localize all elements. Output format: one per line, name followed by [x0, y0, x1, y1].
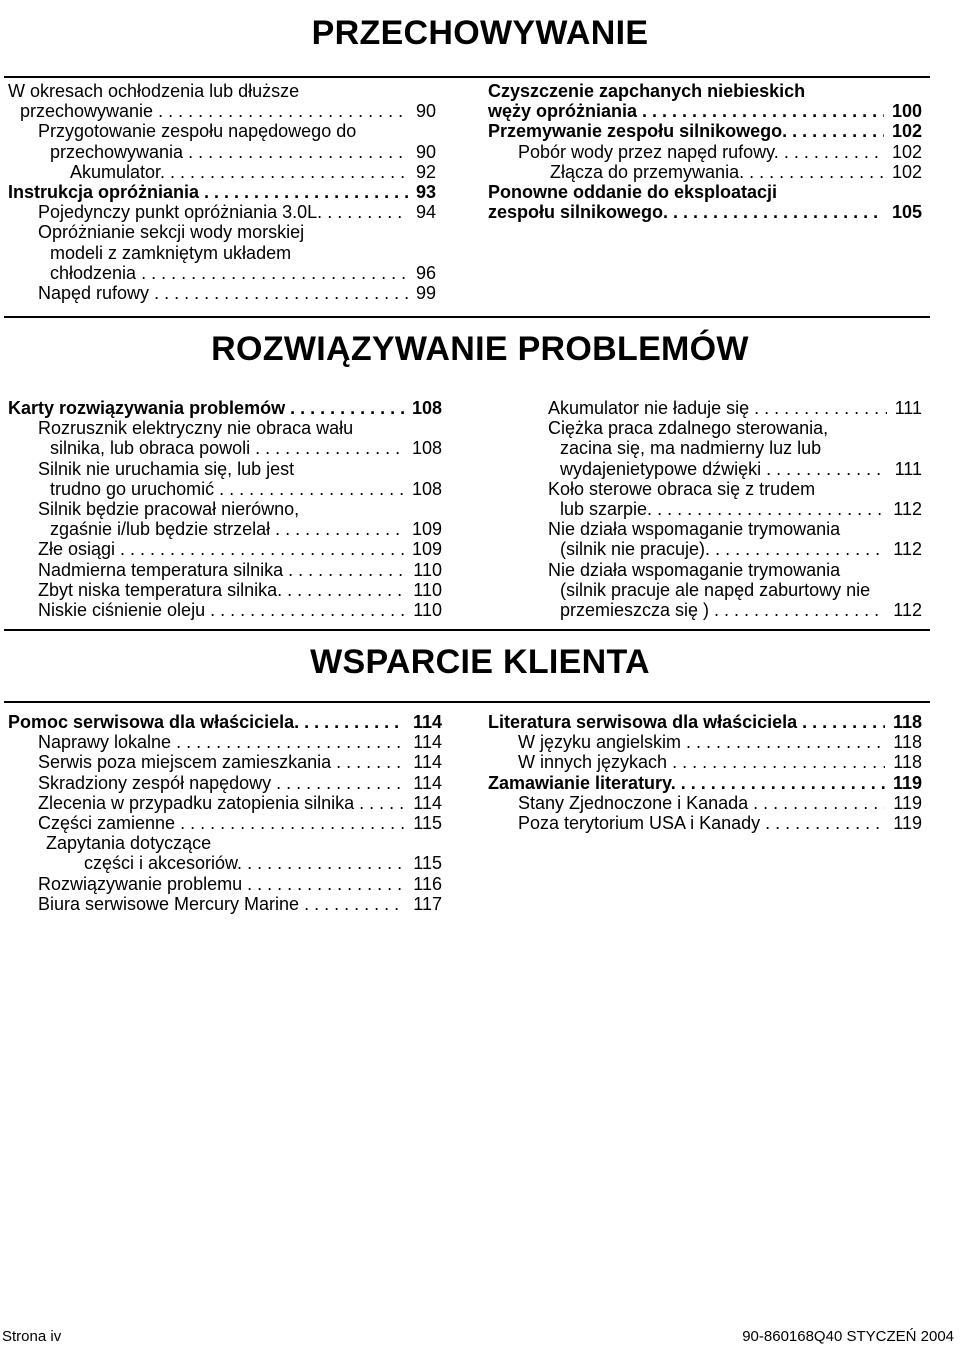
toc-entry[interactable] — [8, 162, 442, 182]
toc-entry[interactable] — [488, 182, 922, 222]
toc-entry-line: przemieszcza się ) . . . — [548, 600, 885, 620]
toc-entry-line: Akumulator nie ładuje się . . . — [548, 398, 887, 418]
toc-page-number: 102 — [891, 121, 922, 142]
toc-page-number: 115 — [413, 853, 442, 874]
toc-entry-title — [70, 162, 408, 182]
toc-page-number: 92 — [416, 161, 437, 182]
toc-column-left — [8, 81, 442, 303]
toc-entry-line: Opróżnianie sekcji wody morskiej — [38, 222, 305, 243]
toc-entry[interactable] — [488, 732, 922, 752]
toc-entry-title — [38, 580, 405, 600]
toc-entry-title — [38, 732, 405, 752]
toc-entry[interactable] — [8, 202, 442, 222]
section-title-rozwiazywanie-problemow: ROZWIĄZYWANIE PROBLEMÓW — [211, 330, 749, 368]
toc-entry-line: Poza terytorium USA i Kanady . . . — [518, 813, 885, 833]
toc-entry-line: Czyszczenie zapchanych niebieskich — [488, 81, 806, 101]
toc-entry-line: Zlecenia w przypadku zatopienia silnika . . . — [38, 793, 405, 813]
toc-entry[interactable] — [8, 222, 442, 283]
toc-entry-line: Ponowne oddanie do eksploatacji — [488, 182, 778, 203]
toc-entry[interactable] — [8, 121, 442, 161]
toc-page-number: 108 — [411, 438, 442, 459]
toc-entry-title — [38, 752, 405, 772]
toc-entry[interactable] — [8, 600, 442, 620]
toc-entry[interactable] — [488, 121, 922, 141]
toc-entry-line: Silnik nie uruchamia się, lub jest — [38, 458, 295, 479]
toc-page-number: 110 — [413, 579, 442, 600]
toc-entry-line: Zapytania dotyczące — [46, 833, 212, 854]
toc-page-number: 102 — [891, 161, 922, 182]
toc-entry-line: Naprawy lokalne . . . — [38, 732, 405, 752]
page-number: Strona iv — [2, 1328, 62, 1345]
toc-entry-title — [518, 142, 884, 162]
toc-entry-title — [38, 539, 404, 559]
toc-page-number: 90 — [416, 141, 437, 162]
toc-entry[interactable] — [488, 142, 922, 162]
toc-entry-line: Napęd rufowy . . . — [38, 283, 408, 303]
toc-page-number: 109 — [411, 519, 442, 540]
toc-entry-line: Zamawianie literatury. . . . — [488, 773, 885, 793]
toc-entry-title — [8, 398, 404, 418]
toc-entry[interactable] — [488, 81, 922, 121]
toc-entry[interactable] — [8, 283, 442, 303]
toc-entry-title — [548, 418, 887, 479]
toc-entry-line: węży opróżniania . . . — [488, 101, 884, 121]
toc-entry-title — [38, 459, 404, 499]
toc-entry-line: części i akcesoriów. . . . — [46, 853, 405, 873]
toc-page-number: 102 — [891, 141, 922, 162]
toc-entry-title — [8, 182, 408, 202]
toc-page-number: 118 — [892, 712, 922, 732]
toc-entry-line: Biura serwisowe Mercury Marine . . . — [38, 894, 405, 914]
toc-page-number: 96 — [416, 262, 437, 283]
toc-entry-line: Silnik będzie pracował nierówno, — [38, 499, 300, 520]
toc-entry[interactable] — [8, 752, 442, 772]
section-divider — [4, 76, 930, 78]
toc-entry[interactable] — [8, 894, 442, 914]
toc-entry-line: Pobór wody przez napęd rufowy. . . . — [518, 142, 884, 162]
toc-page-number: 111 — [894, 398, 922, 418]
toc-page-number: 118 — [893, 752, 922, 773]
toc-page-number: 90 — [416, 101, 437, 122]
toc-entry[interactable] — [8, 182, 442, 202]
toc-entry[interactable] — [518, 519, 922, 559]
toc-entry[interactable] — [518, 418, 922, 479]
toc-entry-title — [488, 712, 885, 732]
toc-entry-line: silnika, lub obraca powoli . . . — [38, 438, 404, 458]
toc-column-left — [8, 712, 442, 914]
toc-entry-title — [488, 81, 884, 121]
toc-entry-title — [548, 398, 887, 418]
toc-entry-line: Przemywanie zespołu silnikowego. . . . — [488, 121, 884, 141]
toc-page-number: 114 — [413, 732, 442, 753]
toc-entry-line: Niskie ciśnienie oleju . . . — [38, 600, 405, 620]
toc-entry-title — [38, 773, 405, 793]
toc-entry-line: Ciężka praca zdalnego sterowania, — [548, 418, 829, 439]
toc-entry[interactable] — [488, 162, 922, 182]
toc-entry-line: Karty rozwiązywania problemów . . . — [8, 398, 404, 418]
toc-entry-line: Pomoc serwisowa dla właściciela. . . . — [8, 712, 405, 732]
toc-entry-line: Części zamienne . . . — [38, 813, 405, 833]
toc-entry[interactable] — [518, 398, 922, 418]
toc-entry-line: Rozwiązywanie problemu . . . — [38, 874, 405, 894]
toc-entry[interactable] — [8, 833, 442, 873]
toc-entry[interactable] — [8, 712, 442, 732]
toc-entry-line: W innych językach . . . — [518, 752, 885, 772]
toc-page-number: 110 — [413, 559, 442, 580]
toc-entry-line: lub szarpie. . . . — [548, 499, 885, 519]
toc-entry[interactable] — [488, 793, 922, 813]
toc-entry[interactable] — [8, 813, 442, 833]
toc-entry-line: Koło sterowe obraca się z trudem — [548, 478, 816, 499]
toc-entry-line: trudno go uruchomić . . . — [38, 479, 404, 499]
toc-entry[interactable] — [8, 793, 442, 813]
toc-entry[interactable] — [518, 560, 922, 621]
toc-page-number: 114 — [413, 792, 442, 813]
toc-page-number: 110 — [413, 600, 442, 621]
section-divider — [4, 629, 930, 631]
section-title-przechowywanie: PRZECHOWYWANIE — [311, 14, 649, 52]
toc-column-right — [488, 81, 922, 222]
toc-entry[interactable] — [8, 418, 442, 458]
toc-entry-line: Serwis poza miejscem zamieszkania . . . — [38, 752, 405, 772]
toc-page-number: 109 — [411, 539, 442, 560]
toc-page-number: 114 — [412, 712, 442, 732]
toc-entry-title — [518, 732, 885, 752]
toc-entry-line: Złe osiągi . . . — [38, 539, 404, 559]
document-code: 90-860168Q40 STYCZEŃ 2004 — [742, 1328, 954, 1345]
toc-page-number: 105 — [891, 202, 922, 223]
toc-entry-title — [548, 560, 885, 621]
toc-entry[interactable] — [8, 560, 442, 580]
toc-entry-title — [38, 600, 405, 620]
toc-entry-title — [38, 418, 404, 458]
toc-page-number: 112 — [893, 539, 922, 560]
toc-page-number: 99 — [416, 283, 437, 304]
toc-entry-title — [518, 752, 885, 772]
toc-page-number: 118 — [893, 732, 922, 753]
toc-entry-line: Stany Zjednoczone i Kanada . . . — [518, 793, 885, 813]
toc-entry[interactable] — [488, 813, 922, 833]
toc-page-number: 100 — [891, 101, 922, 122]
toc-entry[interactable] — [8, 398, 442, 418]
toc-entry[interactable] — [8, 499, 442, 539]
toc-entry-line: Złącza do przemywania. . . . — [550, 162, 884, 182]
toc-entry-line: Akumulator. . . . — [70, 162, 408, 182]
toc-entry-title — [8, 81, 408, 121]
toc-entry-line: W języku angielskim . . . — [518, 732, 885, 752]
toc-entry-line: Przygotowanie zespołu napędowego do — [38, 121, 357, 142]
toc-column-right — [488, 712, 922, 833]
toc-entry-line: Zbyt niska temperatura silnika. . . . — [38, 580, 405, 600]
toc-entry-title — [548, 519, 885, 559]
toc-page-number: 114 — [413, 752, 442, 773]
toc-entry-title — [38, 874, 405, 894]
toc-entry-title — [38, 499, 404, 539]
toc-entry[interactable] — [8, 732, 442, 752]
toc-page-number: 119 — [893, 813, 922, 834]
toc-page-number: 108 — [411, 398, 442, 418]
toc-entry-line: Skradziony zespół napędowy . . . — [38, 773, 405, 793]
toc-entry-title — [38, 560, 405, 580]
toc-entry[interactable] — [8, 773, 442, 793]
toc-entry-line: chłodzenia . . . — [38, 263, 408, 283]
toc-entry-line: Rozrusznik elektryczny nie obraca wału — [38, 418, 354, 439]
toc-entry-title — [38, 283, 408, 303]
section-divider — [4, 701, 930, 703]
toc-column-right — [518, 398, 922, 620]
toc-entry[interactable] — [488, 712, 922, 732]
toc-page-number: 114 — [413, 772, 442, 793]
toc-entry-line: Nie działa wspomaganie trymowania — [548, 519, 841, 540]
toc-entry-line: (silnik pracuje ale napęd zaburtowy nie — [560, 579, 871, 600]
toc-page-number: 108 — [411, 478, 442, 499]
toc-entry-title — [38, 894, 405, 914]
toc-entry[interactable] — [488, 773, 922, 793]
toc-entry-line: Instrukcja opróżniania . . . — [8, 182, 408, 202]
toc-page-number: 119 — [893, 792, 922, 813]
toc-entry-title — [518, 793, 885, 813]
toc-entry-line: W okresach ochłodzenia lub dłuższe — [8, 81, 300, 101]
toc-column-left — [8, 398, 442, 620]
toc-entry-line: (silnik nie pracuje). . . . — [548, 539, 885, 559]
toc-entry-title — [548, 479, 885, 519]
section-divider — [4, 316, 930, 318]
toc-entry-line: zacina się, ma nadmierny luz lub — [560, 438, 822, 459]
toc-entry[interactable] — [8, 81, 442, 121]
toc-entry-title — [488, 773, 885, 793]
toc-entry-line: Literatura serwisowa dla właściciela . . . — [488, 712, 885, 732]
toc-entry-title — [38, 202, 408, 222]
toc-page-number: 119 — [892, 772, 922, 793]
toc-page-number: 115 — [413, 813, 442, 834]
toc-entry-title — [518, 813, 885, 833]
toc-entry-line: Nadmierna temperatura silnika . . . — [38, 560, 405, 580]
toc-entry-line: Pojedynczy punkt opróżniania 3.0L. . . . — [38, 202, 408, 222]
toc-entry[interactable] — [8, 580, 442, 600]
toc-page-number: 116 — [413, 873, 442, 894]
toc-page-number: 93 — [416, 182, 437, 203]
toc-entry-line: zespołu silnikowego. . . . — [488, 202, 884, 222]
toc-page-number: 94 — [416, 202, 437, 223]
toc-entry-title — [550, 162, 884, 182]
toc-entry-line: przechowywanie . . . — [8, 101, 408, 121]
toc-entry-line: Nie działa wspomaganie trymowania — [548, 559, 841, 580]
toc-page-number: 117 — [413, 893, 442, 914]
toc-entry-title — [8, 712, 405, 732]
toc-entry[interactable] — [518, 479, 922, 519]
toc-entry-line: zgaśnie i/lub będzie strzelał . . . — [38, 519, 404, 539]
toc-entry-title — [38, 121, 408, 161]
toc-entry-line: przechowywania . . . — [38, 142, 408, 162]
toc-entry-title — [488, 182, 884, 222]
toc-entry-title — [38, 222, 408, 283]
toc-entry[interactable] — [8, 874, 442, 894]
toc-page-number: 112 — [893, 499, 922, 520]
toc-entry[interactable] — [488, 752, 922, 772]
toc-entry-line: modeli z zamkniętym układem — [50, 242, 292, 263]
toc-entry-title — [38, 793, 405, 813]
toc-entry-title — [46, 833, 405, 873]
section-title-wsparcie-klienta: WSPARCIE KLIENTA — [310, 643, 650, 681]
toc-entry-title — [38, 813, 405, 833]
toc-page-number: 112 — [893, 600, 922, 621]
toc-page-number: 111 — [894, 458, 922, 479]
toc-entry[interactable] — [8, 539, 442, 559]
toc-entry[interactable] — [8, 459, 442, 499]
toc-entry-title — [488, 121, 884, 141]
toc-entry-line: wydajenietypowe dźwięki . . . — [548, 459, 887, 479]
